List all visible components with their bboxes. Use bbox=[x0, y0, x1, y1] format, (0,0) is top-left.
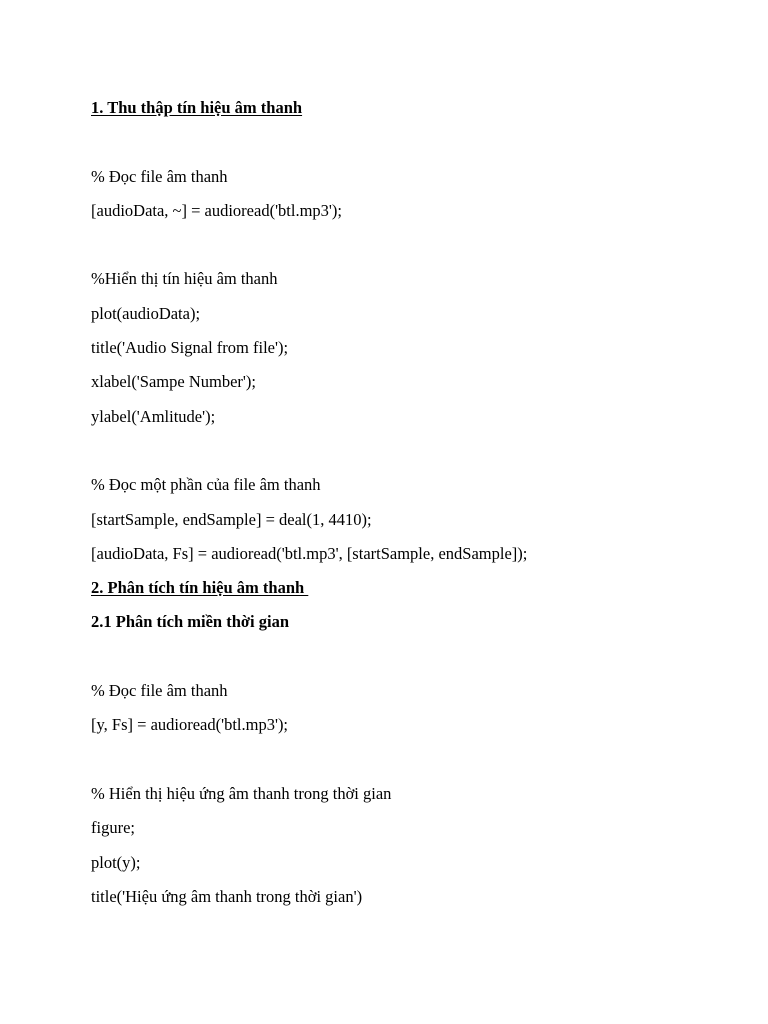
blank-line bbox=[91, 743, 731, 777]
code-line: title('Hiệu ứng âm thanh trong thời gian') bbox=[91, 886, 363, 906]
section-2-1-heading: 2.1 Phân tích miền thời gian bbox=[91, 612, 289, 632]
code-line: [y, Fs] = audioread('btl.mp3'); bbox=[91, 715, 289, 735]
blank-line bbox=[91, 434, 731, 468]
code-line: [startSample, endSample] = deal(1, 4410); bbox=[91, 509, 372, 529]
document-body bbox=[91, 91, 731, 914]
code-line: title('Audio Signal from file'); bbox=[91, 338, 289, 358]
comment-line: % Đọc file âm thanh bbox=[91, 681, 228, 701]
comment-line: %Hiển thị tín hiệu âm thanh bbox=[91, 269, 278, 289]
code-line: [audioData, ~] = audioread('btl.mp3'); bbox=[91, 200, 342, 220]
comment-line: % Đọc file âm thanh bbox=[91, 166, 228, 186]
section-2-heading: 2. Phân tích tín hiệu âm thanh bbox=[91, 578, 309, 598]
blank-line bbox=[91, 228, 731, 262]
blank-line bbox=[91, 640, 731, 674]
comment-line: % Hiển thị hiệu ứng âm thanh trong thời gian bbox=[91, 783, 392, 803]
section-1-heading: 1. Thu thập tín hiệu âm thanh bbox=[91, 98, 303, 117]
code-line: figure; bbox=[91, 818, 135, 838]
blank-line bbox=[91, 125, 731, 159]
code-line: xlabel('Sampe Number'); bbox=[91, 372, 256, 392]
code-line: ylabel('Amlitude'); bbox=[91, 406, 216, 426]
code-line: plot(y); bbox=[91, 852, 141, 872]
code-line: [audioData, Fs] = audioread('btl.mp3', [startSample, endSample]); bbox=[91, 543, 528, 563]
code-line: plot(audioData); bbox=[91, 303, 201, 323]
comment-line: % Đọc một phần của file âm thanh bbox=[91, 475, 321, 495]
